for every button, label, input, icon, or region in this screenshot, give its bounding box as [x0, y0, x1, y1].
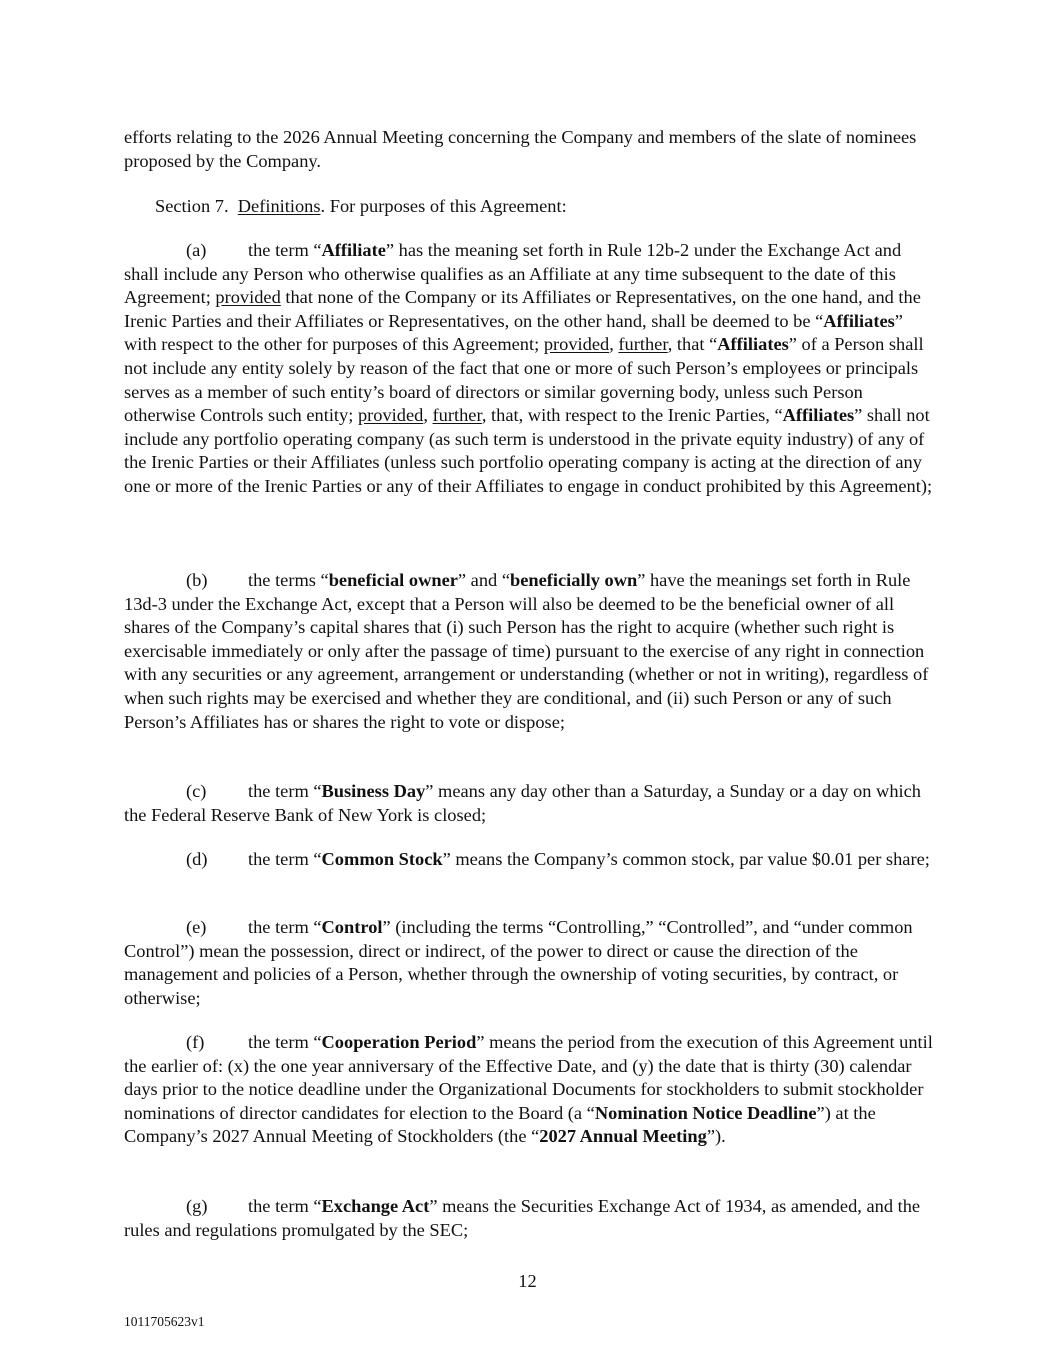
item-label: (e)	[186, 917, 207, 937]
defined-term: Affiliates	[717, 334, 789, 355]
item-label: (a)	[186, 240, 207, 260]
def-text: the terms “	[248, 570, 329, 590]
defined-term: 2027 Annual Meeting	[539, 1126, 707, 1147]
def-text: ” shall not include any portfolio operating company (as such term is understood in the private equity industry) of any of the Irenic Parties or their Affiliates (unless such portfolio operating company is acting at the direction of any one or more of the Irenic Parties or any of their Affiliates to engage in conduct prohibited by this Agreement);	[124, 405, 933, 496]
proviso: provided	[543, 334, 610, 355]
definition-c	[124, 780, 936, 827]
intro-paragraph	[124, 126, 936, 173]
item-label: (g)	[186, 1196, 208, 1216]
defined-term: Control	[321, 917, 383, 937]
def-text: ” means the Company’s common stock, par value $0.01 per share;	[442, 849, 930, 869]
def-text: the term “	[248, 781, 322, 801]
item-label: (c)	[186, 781, 207, 801]
def-text: ” (including the terms “Controlling,” “Controlled”, and “under common Control”) mean the possession, direct or indirect, of the power to direct or cause the direction of the management and policies of a Person, whether through the ownership of voting securities, by contract, or otherwise;	[124, 917, 913, 1008]
def-text: ” with respect to the other for purposes of this Agreement;	[124, 310, 903, 355]
def-text: ” means the Securities Exchange Act of 1934, as amended, and the rules and regulations promulgated by the SEC;	[124, 1196, 921, 1240]
defined-term: Business Day	[321, 781, 426, 801]
item-label: (f)	[186, 1032, 205, 1052]
item-label: (d)	[186, 849, 208, 869]
def-text: ,	[423, 405, 433, 426]
proviso: further	[432, 405, 482, 426]
section-rest: . For purposes of this Agreement:	[320, 196, 567, 216]
definition-d	[124, 848, 936, 872]
page-number: 12	[518, 1271, 537, 1291]
def-text: the term “	[248, 1032, 322, 1052]
intro-text: efforts relating to the 2026 Annual Meeting concerning the Company and members of the slate of nominees proposed by the Company.	[124, 127, 917, 171]
def-text: ”).	[706, 1126, 726, 1147]
def-text: the term “	[248, 1196, 322, 1216]
defined-term: beneficially own	[510, 570, 638, 590]
def-text: ” means any day other than a Saturday, a Sunday or a day on which the Federal Reserve Bank of New York is closed;	[124, 781, 921, 825]
defined-term: Affiliates	[823, 310, 895, 331]
definition-g	[124, 1195, 936, 1242]
defined-term: Nomination Notice Deadline	[594, 1102, 817, 1123]
def-text: ” means the period from the execution of this Agreement until the earlier of: (x) the one year anniversary of the Effective Date, and (y) the date that is thirty (30) calendar days prior to the notice deadline under the Organizational Documents for stockholders to submit stockholder nominations of director candidates for election to the Board (a “	[124, 1032, 933, 1123]
defined-term: Affiliate	[321, 240, 386, 260]
document-id: 1011705623v1	[124, 1314, 205, 1329]
def-text: , that “	[667, 334, 718, 355]
proviso: further	[618, 334, 668, 355]
defined-term: Exchange Act	[321, 1196, 430, 1216]
def-text: ” have the meanings set forth in Rule 13d-3 under the Exchange Act, except that a Person will also be deemed to be the beneficial owner of all shares of the Company’s capital shares that (i) such Person has the right to acquire (whether such right is exercisable immediately or only after the passage of time) pursuant to the exercise of any right in connection with any securities or any agreement, arrangement or understanding (whether or not in writing), regardless of when such rights may be exercised and whether they are conditional, and (ii) such Person or any of such Person’s Affiliates has or shares the right to vote or dispose;	[124, 570, 929, 732]
definition-b	[124, 569, 936, 734]
section-heading	[124, 195, 936, 219]
defined-term: Cooperation Period	[321, 1032, 477, 1052]
def-text: the term “	[248, 917, 322, 937]
def-text: the term “	[248, 849, 322, 869]
definition-f	[124, 1031, 936, 1149]
def-text: ”) at the Company’s 2027 Annual Meeting of Stockholders (the “	[124, 1102, 876, 1147]
defined-term: Affiliates	[782, 405, 855, 426]
proviso: provided	[215, 287, 281, 308]
definition-e	[124, 916, 936, 1010]
def-text: , that, with respect to the Irenic Parties, “	[481, 405, 783, 426]
section-prefix: Section 7.	[155, 196, 229, 216]
defined-term: beneficial owner	[328, 570, 458, 590]
def-text: ” has the meaning set forth in Rule 12b-2 under the Exchange Act and shall include any Person who otherwise qualifies as an Affiliate at any time subsequent to the date of this Agreement;	[124, 240, 902, 308]
def-text: the term “	[248, 240, 322, 260]
section-title: Definitions	[237, 196, 321, 216]
def-text: that none of the Company or its Affiliates or Representatives, on the one hand, and the Irenic Parties and their Affiliates or Representatives, on the other hand, shall be deemed to be “	[124, 287, 921, 331]
def-text: ” of a Person shall not include any entity solely by reason of the fact that one or more of such Person’s employees or principals serves as a member of such entity’s board of directors or similar governing body, unless such Person otherwise Controls such entity;	[124, 334, 924, 426]
def-text: ” and “	[457, 570, 510, 590]
definition-a	[124, 239, 936, 499]
def-text: ,	[609, 334, 619, 355]
item-label: (b)	[186, 570, 208, 590]
proviso: provided	[357, 405, 424, 426]
defined-term: Common Stock	[321, 849, 443, 869]
